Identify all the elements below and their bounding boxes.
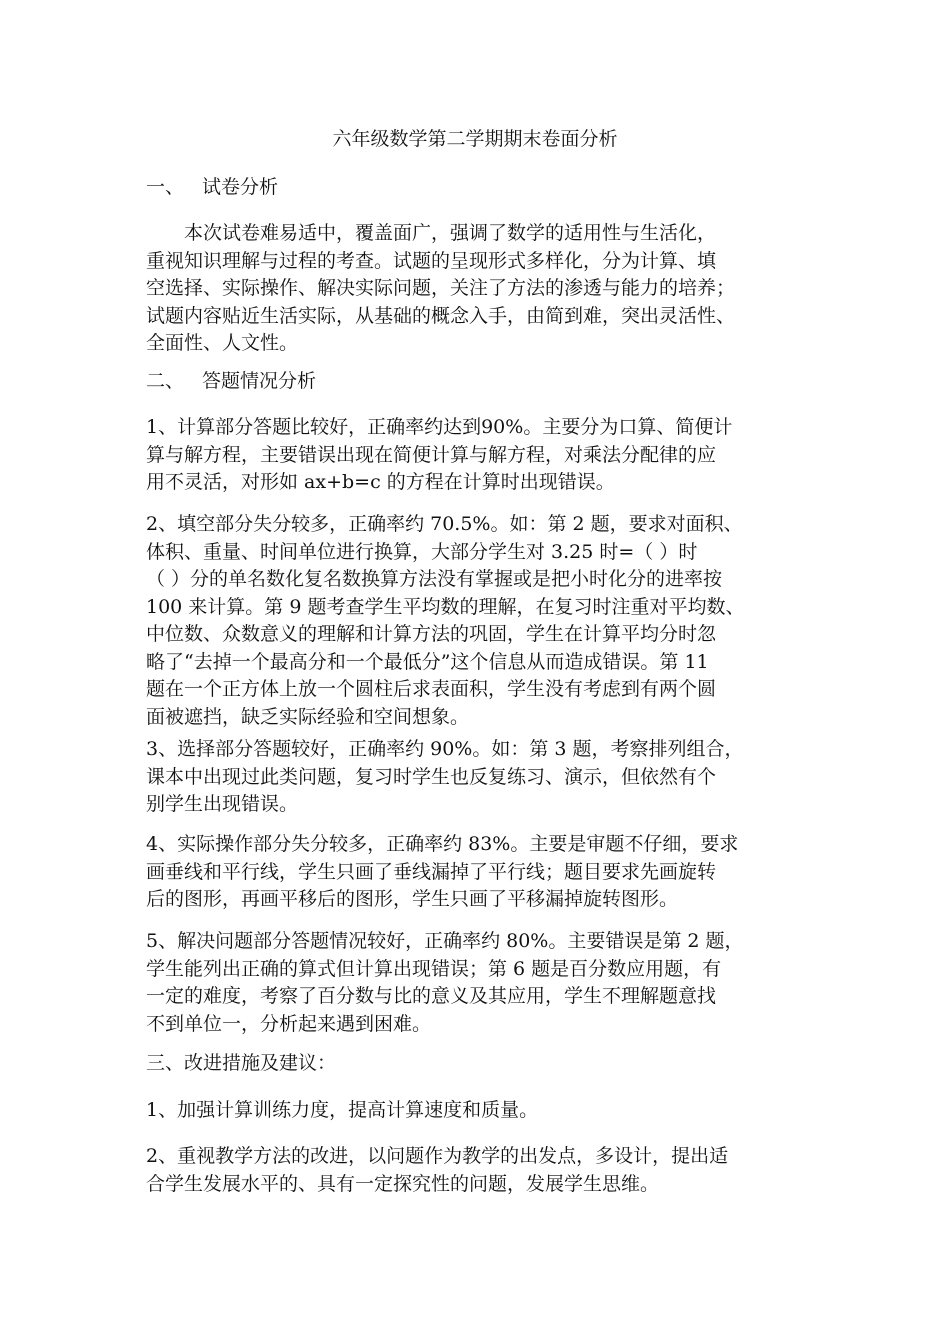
paragraph-line: 面被遮挡，缺乏实际经验和空间想象。 <box>146 705 470 728</box>
section-2-heading <box>146 368 811 396</box>
paragraph-line: 课本中出现过此类问题，复习时学生也反复练习、演示，但依然有个 <box>146 765 717 788</box>
paragraph-line: 4、实际操作部分失分较多，正确率约 83%。主要是审题不仔细，要求 <box>146 833 739 855</box>
paragraph-line: 1、计算部分答题比较好，正确率约达到90%。主要分为口算、简便计 <box>146 416 733 438</box>
paragraph-line: 空选择、实际操作、解决实际问题，关注了方法的渗透与能力的培养； <box>146 277 736 299</box>
paragraph-line: 略了“去掉一个最高分和一个最低分”这个信息从而造成错误。第 11 <box>146 650 709 673</box>
paragraph-line: 别学生出现错误。 <box>146 793 299 815</box>
analysis-item-2 <box>146 511 811 731</box>
paragraph-line: 题在一个正方体上放一个圆柱后求表面积，学生没有考虑到有两个圆 <box>146 678 717 700</box>
analysis-item-5 <box>146 928 811 1038</box>
section-3-title: 三、改进措施及建议： <box>146 1052 337 1074</box>
analysis-item-4 <box>146 831 811 914</box>
paragraph-line: 100 来计算。第 9 题考查学生平均数的理解，在复习时注重对平均数、 <box>146 595 745 618</box>
suggestion-item-1 <box>146 1097 811 1125</box>
section-1-title: 试卷分析 <box>202 176 279 198</box>
paragraph-line: 画垂线和平行线，学生只画了垂线漏掉了平行线；题目要求先画旋转 <box>146 860 717 883</box>
paragraph-line: 后的图形，再画平移后的图形，学生只画了平移漏掉旋转图形。 <box>146 888 679 910</box>
paragraph-line: 不到单位一，分析起来遇到困难。 <box>146 1012 432 1035</box>
paragraph-line: 5、解决问题部分答题情况较好，正确率约 80%。主要错误是第 2 题， <box>146 930 744 952</box>
paragraph-line: 中位数、众数意义的理解和计算方法的巩固，学生在计算平均分时忽 <box>146 623 717 645</box>
analysis-item-3 <box>146 736 811 819</box>
section-1-paragraph <box>146 220 811 358</box>
section-3-heading <box>146 1050 811 1078</box>
paragraph-line: 3、选择部分答题较好，正确率约 90%。如：第 3 题，考察排列组合， <box>146 738 744 760</box>
paragraph-line: 算与解方程，主要错误出现在简便计算与解方程，对乘法分配律的应 <box>146 443 717 466</box>
section-1-heading <box>146 174 811 202</box>
analysis-item-1 <box>146 414 811 497</box>
paragraph-line: 试题内容贴近生活实际，从基础的概念入手，由简到难，突出灵活性、 <box>146 304 736 327</box>
paragraph-line: 2、重视教学方法的改进，以问题作为教学的出发点，多设计，提出适 <box>146 1145 729 1167</box>
paragraph-line: 用不灵活，对形如 ax+b=c 的方程在计算时出现错误。 <box>146 471 615 493</box>
paragraph-line: 学生能列出正确的算式但计算出现错误；第 6 题是百分数应用题，有 <box>146 957 722 980</box>
section-2-title: 答题情况分析 <box>202 370 317 392</box>
paragraph-line: 一定的难度，考察了百分数与比的意义及其应用，学生不理解题意找 <box>146 985 717 1007</box>
section-1-number: 一、 <box>146 176 185 198</box>
paragraph-line: 全面性、人文性。 <box>146 332 299 354</box>
paragraph-line: 重视知识理解与过程的考查。试题的呈现形式多样化，分为计算、填 <box>146 249 717 272</box>
paragraph-line: 2、填空部分失分较多，正确率约 70.5%。如：第 2 题，要求对面积、 <box>146 513 743 535</box>
paragraph-line: （ ）分的单名数化复名数换算方法没有掌握或是把小时化分的进率按 <box>146 568 723 590</box>
suggestion-item-2 <box>146 1143 811 1198</box>
document-title: 六年级数学第二学期期末卷面分析 <box>332 128 618 150</box>
paragraph-line: 体积、重量、时间单位进行换算，大部分学生对 3.25 时=（ ）时 <box>146 540 698 563</box>
paragraph-line: 本次试卷难易适中，覆盖面广，强调了数学的适用性与生活化， <box>146 222 717 244</box>
paragraph-line: 合学生发展水平的、具有一定探究性的问题，发展学生思维。 <box>146 1172 660 1195</box>
paragraph-line: 1、加强计算训练力度，提高计算速度和质量。 <box>146 1099 539 1121</box>
section-2-number: 二、 <box>146 370 185 392</box>
